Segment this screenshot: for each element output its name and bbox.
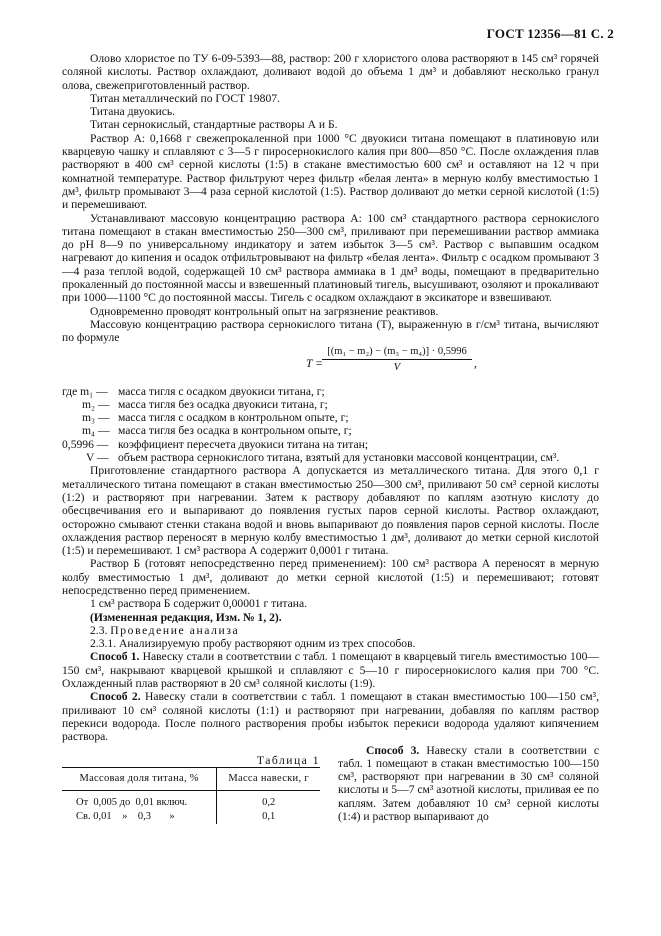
table-1 — [62, 767, 320, 824]
paragraph-method-2 — [62, 690, 599, 743]
paragraph-tin-chloride: Олово хлористое по ТУ 6-09-5393—88, раствор: 200 г хлористого олова растворяют в 145 см³ горячей соляной кислоты. Раствор охлаждают, доливают водой до объема 1 дм³ и добавляют несколько гранул олова, свежеприготовленный раствор. — [62, 52, 599, 92]
method-1-label: Способ 1. — [90, 650, 140, 664]
table-header-row — [62, 767, 320, 790]
formula-denominator: V — [393, 361, 401, 373]
paragraph-solution-a: Раствор А: 0,1668 г свежепрокаленной при 1000 °С двуокиси титана помещают в платиновую или кварцевую чашку и сплавляют с 3—5 г пиросернокислого калия при 800—850 °С. После охлаждения плав растворяют в 400 см³ серной кислоты (1:5) в стакане вместимостью 600 см³ и оставляют на 12 ч при комнатной температуре. Раствор фильтруют через фильтр «белая лента» в мерную колбу вместимостью 1 дм³, фильтр промывают 3—4 раза серной кислотой (1:5). Раствор доливают до метки серной кислотой (1:5) и перемешивают. — [62, 131, 599, 212]
paragraph-titanium-dioxide: Титана двуокись. — [90, 105, 176, 119]
formula — [62, 345, 599, 385]
method-2-text: Навеску стали в соответствии с табл. 1 помещают в стакан вместимостью 100—150 см³, приливают 10 см³ соляной кислоты (1:1) и растворяют при нагревании, добавляя по каплям раствор перекиси водорода. После полного растворения пробы избыток перекиси водорода удаляют кипячением раствора. — [62, 690, 599, 744]
definition-key: m₄ — — [82, 424, 110, 438]
paragraph-method-1 — [62, 650, 599, 690]
section-heading — [62, 624, 599, 637]
paragraph-solution-b-content: 1 см³ раствора Б содержит 0,00001 г титана. — [90, 597, 308, 611]
definition-row — [62, 451, 599, 464]
paragraph-method-3 — [338, 744, 599, 824]
two-column-block — [62, 744, 599, 914]
definition-text: масса тигля без осадка в контрольном опыте, г; — [118, 424, 352, 438]
paragraph-titanium-metal: Титан металлический по ГОСТ 19807. — [90, 91, 280, 105]
paragraph-control-test: Одновременно проводят контрольный опыт на загрязнение реактивов. — [90, 304, 439, 318]
table-row — [62, 790, 320, 810]
formula-fraction — [322, 345, 472, 375]
table-header-cell: Массовая доля титана, % — [62, 767, 217, 790]
table-cell: Св. 0,01 » 0,3 » — [62, 810, 217, 824]
definition-row — [62, 411, 599, 424]
definition-row — [62, 398, 599, 411]
paragraph-solution-b: Раствор Б (готовят непосредственно перед применением): 100 см³ раствора А переносят в мерную колбу вместимостью 1 дм³, доливают до метки серной кислотой (1:5) и перемешивают; готовят непосредственно перед применением. — [62, 557, 599, 597]
formula-lhs: T = — [306, 356, 323, 370]
definition-key: V — — [86, 451, 109, 465]
paragraph-concentration-setup: Устанавливают массовую концентрацию раствора А: 100 см³ стандартного раствора сернокислого титана помещают в стакан вместимостью 250—300 см³, приливают при перемешивании раствор аммиака до рН 8—9 по универсальному индикатору и затем избыток 3—5 см³. Раствор с выпавшим осадком нагревают до кипения и осадок отфильтровывают на фильтр «белая лента». Фильтр с осадком промывают 3—4 раза теплой водой, содержащей 10 см³ раствора аммиака в 1 дм³ воды, помещают в предварительно прокаленный до постоянной массы и взвешенный платиновый тигель, высушивают, озоляют и прокаливают при 1000—1100 °С до постоянной массы. Тигель с осадком охлаждают в эксикаторе и взвешивают. — [62, 211, 599, 305]
method-3-label: Способ 3. — [366, 743, 420, 757]
definition-key: m₂ — — [82, 397, 110, 411]
formula-numerator: [(m₁ − m₂) − (m₃ − m₄)] · 0,5996 — [322, 345, 472, 360]
paragraph-titanium-sulfate: Титан сернокислый, стандартные растворы А и Б. — [90, 118, 338, 132]
section-number: 2.3. — [90, 623, 108, 637]
paragraph-formula-intro: Массовую концентрацию раствора сернокислого титана (Т), выраженную в г/см³ титана, вычисляют по формуле — [62, 317, 599, 345]
definition-key: где m₁ — — [62, 384, 108, 398]
paragraph-2-3-1: 2.3.1. Анализируемую пробу растворяют одним из трех способов. — [90, 637, 416, 651]
table-header-cell: Масса навески, г — [217, 767, 320, 790]
table-caption: Таблица 1 — [256, 753, 320, 767]
method-1-text: Навеску стали в соответствии с табл. 1 помещают в кварцевый тигель вместимостью 100—150 см³, накрывают кварцевой крышкой и сплавляют с 5—10 г пиросернокислого калия при 700 °С. Охлажденный плав растворяют в 20 см³ соляной кислоты (1:9). — [62, 650, 599, 691]
definition-row — [62, 424, 599, 437]
definition-text: коэффициент пересчета двуокиси титана на титан; — [118, 437, 369, 451]
definition-row — [62, 438, 599, 451]
method-3-column — [338, 744, 599, 824]
table-cell: 0,2 — [262, 796, 276, 808]
section-title: Проведение анализа — [110, 623, 240, 637]
definition-text: масса тигля с осадком двуокиси титана, г; — [118, 384, 325, 398]
definition-text: масса тигля без осадка двуокиси титана, г; — [118, 397, 328, 411]
formula-comma: , — [474, 356, 477, 370]
definition-row — [62, 385, 599, 398]
table-cell: 0,1 — [262, 810, 276, 822]
definition-key: m₃ — — [82, 411, 110, 425]
amendment-note: (Измененная редакция, Изм. № 1, 2). — [90, 610, 282, 624]
method-3-text: Навеску стали в соответствии с табл. 1 помещают в стакан вместимостью 100—150 см³, растворяют при нагревании в 30 см³ соляной кислоты и 5—7 см³ азотной кислоты, приливая ее по каплям. Затем добавляют 10 см³ серной кислоты (1:4) и раствор выпаривают до — [338, 743, 600, 824]
variable-definitions — [62, 385, 599, 465]
table-row — [62, 810, 320, 824]
table-block — [62, 744, 320, 824]
definition-key: 0,5996 — — [62, 437, 109, 451]
paragraph-solution-a-alt: Приготовление стандартного раствора А допускается из металлического титана. Для этого 0,1 г металлического титана помещают в стакан вместимостью 250—300 см³, приливают 50 см³ серной кислоты (1:2) и растворяют при нагревании. Затем к раствору добавляют по каплям азотную кислоту до обесцвечивания его и выпаривают до появления густых паров серной кислоты. Раствор охлаждают, осторожно смывают стенки стакана водой и вновь выпаривают до появления паров серной кислоты. После охлаждения раствор переносят в мерную колбу вместимостью 1 дм³, доливают до метки серной кислотой (1:5) и перемешивают. 1 см³ раствора А содержит 0,0001 г титана. — [62, 464, 599, 558]
document-body — [62, 52, 599, 914]
page-header: ГОСТ 12356—81 С. 2 — [486, 26, 614, 41]
method-2-label: Способ 2. — [90, 690, 141, 704]
definition-text: объем раствора сернокислого титана, взятый для установки массовой концентрации, см³. — [118, 451, 560, 465]
table-cell: От 0,005 до 0,01 включ. — [62, 790, 217, 810]
definition-text: масса тигля с осадком в контрольном опыте, г; — [118, 411, 349, 425]
